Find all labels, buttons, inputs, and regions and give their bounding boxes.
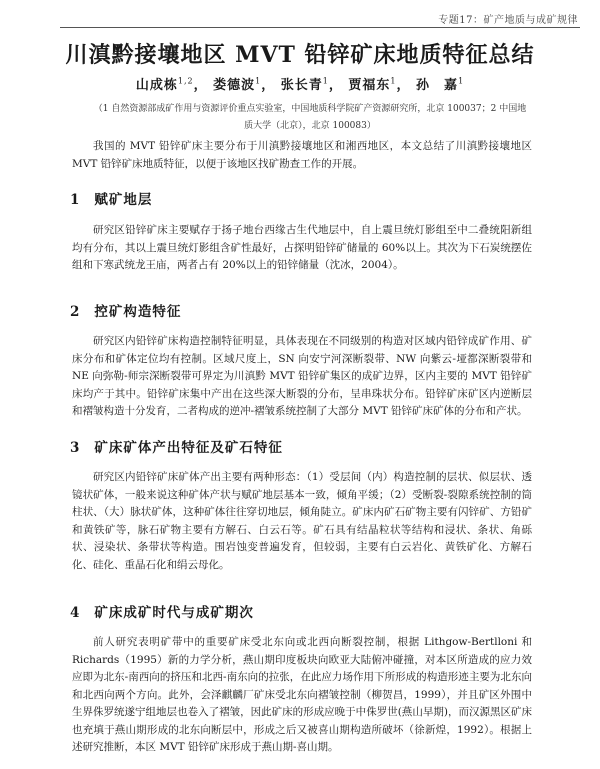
section-number: 2 — [70, 304, 81, 320]
author-name: 张长青 — [280, 78, 323, 93]
section-title: 赋矿地层 — [94, 192, 153, 208]
author-affiliation-mark: 1,2 — [177, 76, 194, 86]
running-header: 专题17：矿产地质与成矿规律 — [438, 15, 578, 26]
section-paragraph: 研究区内铅锌矿床构造控制特征明显，具体表现在不同级别的构造对区域内铅锌成矿作用、矿床分布和矿体定位均有控制。区域尺度上，SN 向安宁河深断裂带、NW 向紫云-垭都深断裂带和 NE 向弥勒-师宗深断裂带可界定为川滇黔 MVT 铅锌矿集区的成矿边界，区内主要的 MVT 铅锌矿床均产于其中。铅锌矿床集中产出在这些深大断裂的分布，呈串珠状分布。铅锌矿床矿区内逆断层和褶皱构造十分发育，二者构成的逆冲-褶皱系统控制了大部分 MVT 铅锌矿床矿体的分布和产状。 — [72, 335, 532, 417]
section-heading — [70, 300, 181, 320]
author-affiliation-mark: 1 — [322, 76, 329, 86]
author-name: 孙 嘉 — [416, 78, 459, 93]
section-title: 矿床矿体产出特征及矿石特征 — [94, 440, 283, 456]
section-heading — [70, 436, 283, 456]
section-title: 矿床成矿时代与成矿期次 — [94, 605, 254, 621]
author-affiliation-mark: 1 — [458, 76, 465, 86]
section-paragraph: 前人研究表明矿带中的重要矿床受北东向或北西向断裂控制，根据 Lithgow-Bertlloni 和 Richards（1995）新的力学分析，燕山期印度板块向欧亚大陆俯冲碰撞，对本区所造成的应力效应即为北东-南西向的挤压和北西-南东向的拉张，在此应力场作用下所形成的构造形迹主要为北东向和北西向两个方向。此外，会泽麒麟厂矿床受北东向褶皱控制（柳贺昌，1999），并且矿区外围中生界侏罗统遂宁组地层也卷入了褶皱，因此矿床的形成应晚于中侏罗世(燕山早期)，而汉源黑区矿床也充填于燕山期形成的北东向断层中，形成之后又被喜山期构造所破坏（徐新煌，1992）。根据上述研究推断，本区 MVT 铅锌矿床形成于燕山期-喜山期。 — [72, 636, 532, 753]
section-paragraph: 研究区内铅锌矿床矿体产出主要有两种形态：（1）受层间（内）构造控制的层状、似层状、透镜状矿体，一般来说这种矿体产状与赋矿地层基本一致，倾角平缓；（2）受断裂-裂隙系统控制的筒柱状、（大）脉状矿体，这种矿体往往穿切地层，倾角陡立。矿床内矿石矿物主要有闪锌矿、方铅矿和黄铁矿等，脉石矿物主要有方解石、白云石等。矿石具有结晶粒状等结构和浸状、条状、角砾状、浸染状、条带状等构造。围岩蚀变普遍发育，但较弱，主要有白云岩化、黄铁矿化、方解石化、硅化、重晶石化和绢云母化。 — [72, 471, 532, 571]
section-paragraph: 研究区铅锌矿床主要赋存于扬子地台西缘古生代地层中，自上震旦统灯影组至中二叠统阳新组均有分布，其以上震旦统灯影组含矿性最好，占探明铅锌矿储量的 60%以上。其次为下石炭统摆佐组和下寒武统龙王庙，两者占有 20%以上的铅锌储量（沈冰，2004）。 — [72, 224, 532, 271]
abstract: 我国的 MVT 铅锌矿床主要分布于川滇黔接壤地区和湘西地区，本文总结了川滇黔接壤地区 MVT 铅锌矿床地质特征，以便于该地区找矿勘查工作的开展。 — [72, 140, 532, 170]
author-name: 山成栋 — [135, 78, 178, 93]
section-heading — [70, 188, 152, 208]
author-list: 山成栋$^{1,2}$， 娄德波$^1$， 张长青$^1$， 贾福东$^1$， 孙 嘉$^1$ — [135, 76, 465, 93]
author-affiliation-mark: 1 — [255, 76, 262, 86]
section-heading — [70, 601, 254, 621]
section-number: 1 — [70, 192, 81, 208]
section-number: 3 — [70, 440, 81, 456]
paper-title: 川滇黔接壤地区 MVT 铅锌矿床地质特征总结 — [65, 42, 535, 68]
author-name: 贾福东 — [348, 78, 391, 93]
affiliation: （1 自然资源部成矿作用与资源评价重点实验室，中国地质科学院矿产资源研究所，北京 100037；2 中国地质大学（北京），北京 100083） — [93, 104, 527, 131]
section-number: 4 — [70, 605, 81, 621]
header-rule — [60, 27, 580, 28]
section-title: 控矿构造特征 — [94, 304, 182, 320]
author-affiliation-mark: 1 — [390, 76, 397, 86]
author-name: 娄德波 — [213, 78, 256, 93]
